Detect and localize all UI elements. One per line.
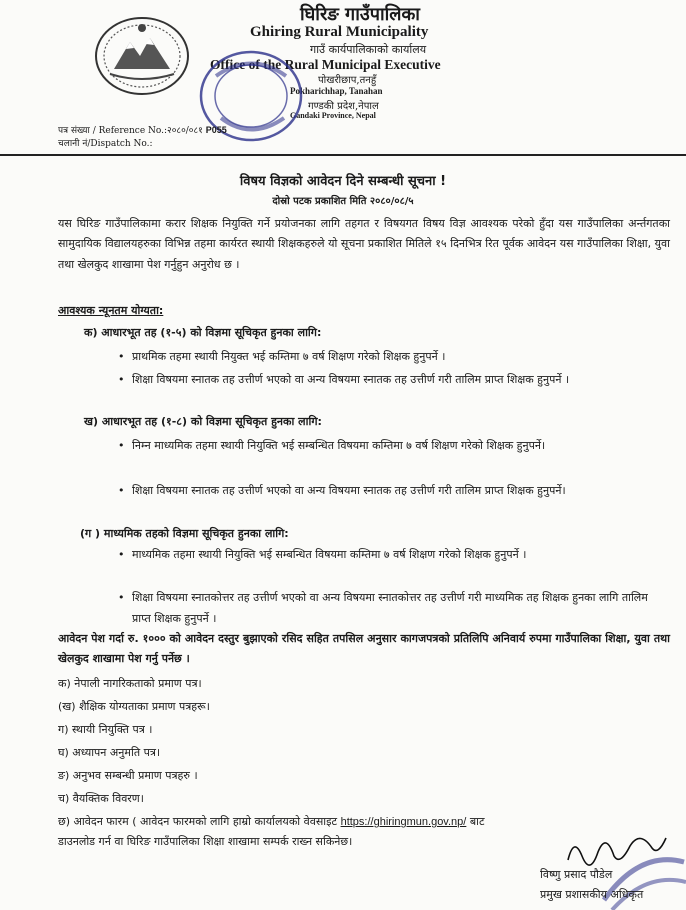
notice-heading: विषय विज्ञको आवेदन दिने सम्बन्धी सूचना ! bbox=[239, 174, 447, 189]
address-nepali-2: गण्डकी प्रदेश,नेपाल bbox=[308, 101, 379, 112]
document-item: क) नेपाली नागरिकताको प्रमाण पत्र। bbox=[58, 677, 202, 690]
category-a-bullet-2: • शिक्षा विषयमा स्नातक तह उत्तीर्ण भएको वा अन्य विषयमा स्नातक तह उत्तीर्ण गरी तालिम प्राप्त शिक्षक हुनुपर्ने । bbox=[118, 373, 570, 386]
office-title-english: Office of the Rural Municipal Executive bbox=[210, 57, 441, 72]
intro-paragraph: यस घिरिङ गाउँपालिकामा करार शिक्षक नियुक्ति गर्ने प्रयोजनका लागि तहगत र विषयगत विषय विज्ञ आवश्यक परेको हुँदा यस गाउँपालिका अर्न्तगतका सामुदायिक विद्यालयहरुका विभिन्न तहमा कार्यरत स्थायी शिक्षकहरुले यो सूचना प्रकाशित मितिले १५ दिनभित्र रित पूर्वक आवेदन यस गाउँपालिका शिक्षा, युवा तथा खेलकुद शाखामा पेश गर्नुहुन अनुरोध छ । bbox=[58, 217, 670, 271]
form-note: छ) आवेदन फारम ( आवेदन फारमको लागि हाम्रो कार्यालयको वेवसाइट https://ghiringmun.gov.np/ बाट bbox=[58, 815, 485, 828]
municipality-emblem bbox=[92, 14, 192, 98]
document-item: ग) स्थायी नियुक्ति पत्र । bbox=[58, 723, 153, 736]
category-c-bullet-2: • शिक्षा विषयमा स्नातकोत्तर तह उत्तीर्ण भएको वा अन्य विषयमा स्नातकोत्तर तह उत्तीर्ण गरी माध्यमिक तह शिक्षक हुनका लागि तालिम प्राप्त शिक्षक हुनुपर्ने । bbox=[118, 591, 648, 625]
signatory-name: विष्णु प्रसाद पौडेल bbox=[540, 868, 613, 881]
reference-number: पत्र संख्या / Reference No.:२०८०/०८१ P055 bbox=[58, 125, 227, 136]
category-a-bullet-1: • प्राथमिक तहमा स्थायी नियुक्त भई कम्तिमा ७ वर्ष शिक्षण गरेको शिक्षक हुनुपर्ने । bbox=[118, 350, 446, 363]
category-a-label: क) आधारभूत तह (१-५) को विज्ञमा सूचिकृत हुनका लागि: bbox=[84, 326, 322, 339]
notice-subheading: दोस्रो पटक प्रकाशित मिति २०८०/०८/५ bbox=[272, 196, 414, 207]
category-b-bullet-1: • निम्न माध्यमिक तहमा स्थायी नियुक्ति भई सम्बन्धित विषयमा कम्तिमा ७ वर्ष शिक्षण गरेको शिक्षक हुनुपर्ने। bbox=[118, 439, 546, 452]
municipality-title-nepali: घिरिङ गाउँपालिका bbox=[300, 4, 420, 25]
category-b-label: ख) आधारभूत तह (१-८) को विज्ञमा सूचिकृत हुनका लागि: bbox=[84, 415, 322, 428]
address-nepali-1: पोखरीछाप,तनहुँ bbox=[318, 75, 377, 86]
category-b-bullet-2: • शिक्षा विषयमा स्नातक तह उत्तीर्ण भएको वा अन्य विषयमा स्नातक तह उत्तीर्ण गरी तालिम प्राप्त शिक्षक हुनुपर्ने। bbox=[118, 484, 566, 497]
municipality-title-english: Ghiring Rural Municipality bbox=[250, 24, 429, 40]
application-note: आवेदन पेश गर्दा रु. १००० को आवेदन दस्तुर बुझाएको रसिद सहित तपसिल अनुसार कागजपत्रको प्रतिलिपि अनिवार्य रुपमा गाउँपालिका शिक्षा, युवा तथा खेलकुद शाखामा पेश गर्नु पर्नेछ । bbox=[58, 632, 670, 666]
document-item: च) वैयक्तिक विवरण। bbox=[58, 792, 144, 805]
signatory-title: प्रमुख प्रशासकीय अधिकृत bbox=[540, 888, 644, 901]
document-item: (ख) शैक्षिक योग्यताका प्रमाण पत्रहरू। bbox=[58, 700, 210, 713]
address-english-1: Pokharichhap, Tanahan bbox=[290, 86, 383, 96]
office-title-nepali: गाउँ कार्यपालिकाको कार्यालय bbox=[310, 43, 427, 56]
category-c-label: (ग ) माध्यमिक तहको विज्ञमा सूचिकृत हुनका लागि: bbox=[80, 527, 289, 540]
address-english-2: Gandaki Province, Nepal bbox=[290, 111, 376, 120]
qualification-heading: आवश्यक न्यूनतम योग्यता: bbox=[58, 304, 164, 317]
website-link[interactable]: https://ghiringmun.gov.np/ bbox=[340, 816, 467, 828]
document-item: घ) अध्यापन अनुमति पत्र। bbox=[58, 746, 161, 759]
header-divider bbox=[0, 154, 686, 156]
document-item: ङ) अनुभव सम्बन्धी प्रमाण पत्रहरु । bbox=[58, 769, 198, 782]
category-c-bullet-1: • माध्यमिक तहमा स्थायी नियुक्ति भई सम्बन्धित विषयमा कम्तिमा ७ वर्ष शिक्षण गरेको शिक्षक हुनुपर्ने । bbox=[118, 548, 527, 561]
dispatch-number: चलानी नं/Dispatch No.: bbox=[58, 139, 153, 149]
form-note-line-2: डाउनलोड गर्न वा घिरिङ गाउँपालिका शिक्षा शाखामा सम्पर्क राख्न सकिनेछ। bbox=[58, 835, 353, 848]
